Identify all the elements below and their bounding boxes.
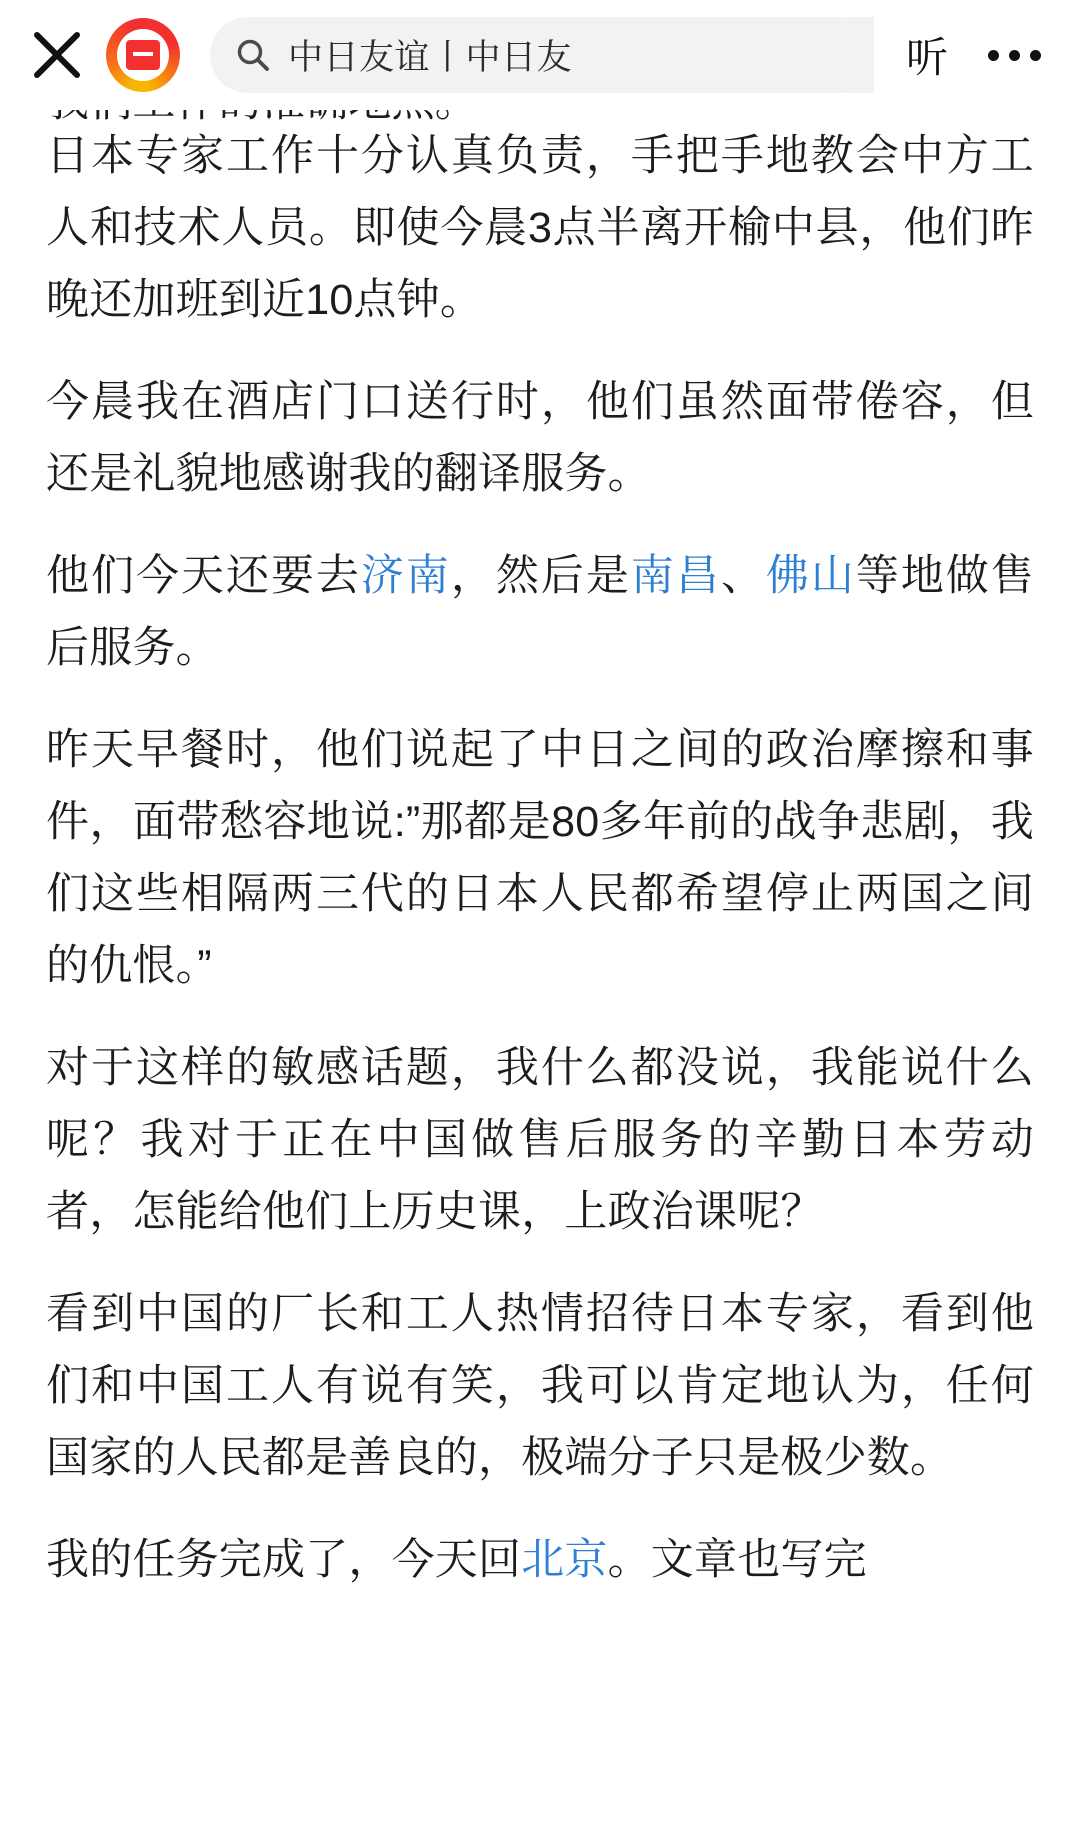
article-paragraph <box>46 120 1034 336</box>
more-dot <box>1030 50 1041 61</box>
article-paragraph-container <box>46 120 1034 1596</box>
more-dots-icon[interactable] <box>974 24 1054 86</box>
article-text-run: 看到中国的厂长和工人热情招待日本专家，看到他们和中国工人有说有笑，我可以肯定地认为，任何国家的人民都是善良的，极端分子只是极少数。 <box>46 1290 1034 1482</box>
more-dot <box>988 50 999 61</box>
article-paragraph <box>46 540 1034 684</box>
article-link[interactable]: 佛山 <box>765 552 856 600</box>
article-text-run: 对于这样的敏感话题，我什么都没说，我能说什么呢？我对于正在中国做售后服务的辛勤日本劳动者，怎能给他们上历史课，上政治课呢？ <box>46 1044 1034 1236</box>
article-paragraph <box>46 1032 1034 1248</box>
listen-button[interactable]: 听 <box>905 34 948 81</box>
article-paragraph <box>46 1524 1034 1596</box>
article-text-run: 今晨我在酒店门口送行时，他们虽然面带倦容，但还是礼貌地感谢我的翻译服务。 <box>46 378 1034 498</box>
article-paragraph <box>46 1278 1034 1494</box>
article-text-run: 。文章也写完 <box>607 1536 867 1584</box>
search-input[interactable] <box>210 17 874 93</box>
article-text-run: 我的任务完成了，今天回 <box>46 1536 522 1584</box>
article-link[interactable]: 南昌 <box>630 552 721 600</box>
close-icon[interactable] <box>26 24 88 86</box>
article-body <box>0 66 1080 1596</box>
app-logo-icon[interactable] <box>106 18 180 92</box>
search-input-value: 中日友谊丨中日友 <box>288 38 573 77</box>
top-bar <box>0 0 1080 110</box>
article-text-run: 、 <box>720 552 766 600</box>
article-text-run: 昨天早餐时，他们说起了中日之间的政治摩擦和事件，面带愁容地说:”那都是80多年前的战争悲剧，我们这些相隔两三代的日本人民都希望停止两国之间的仇恨。” <box>46 726 1034 990</box>
app-logo-glyph <box>126 40 160 70</box>
article-paragraph <box>46 714 1034 1002</box>
article-text-run: ，然后是 <box>450 552 631 600</box>
article-text-run: 等地做售后服务。 <box>46 552 1034 672</box>
article-text-run: 他们今天还要去 <box>46 552 361 600</box>
article-text-run: 日本专家工作十分认真负责，手把手地教会中方工人和技术人员。即使今晨3点半离开榆中县，他们昨晚还加班到近10点钟。 <box>46 132 1034 324</box>
search-icon <box>236 38 270 72</box>
more-dot <box>1009 50 1020 61</box>
article-link[interactable]: 济南 <box>360 552 451 600</box>
article-link[interactable]: 北京 <box>521 1536 608 1584</box>
article-paragraph <box>46 366 1034 510</box>
